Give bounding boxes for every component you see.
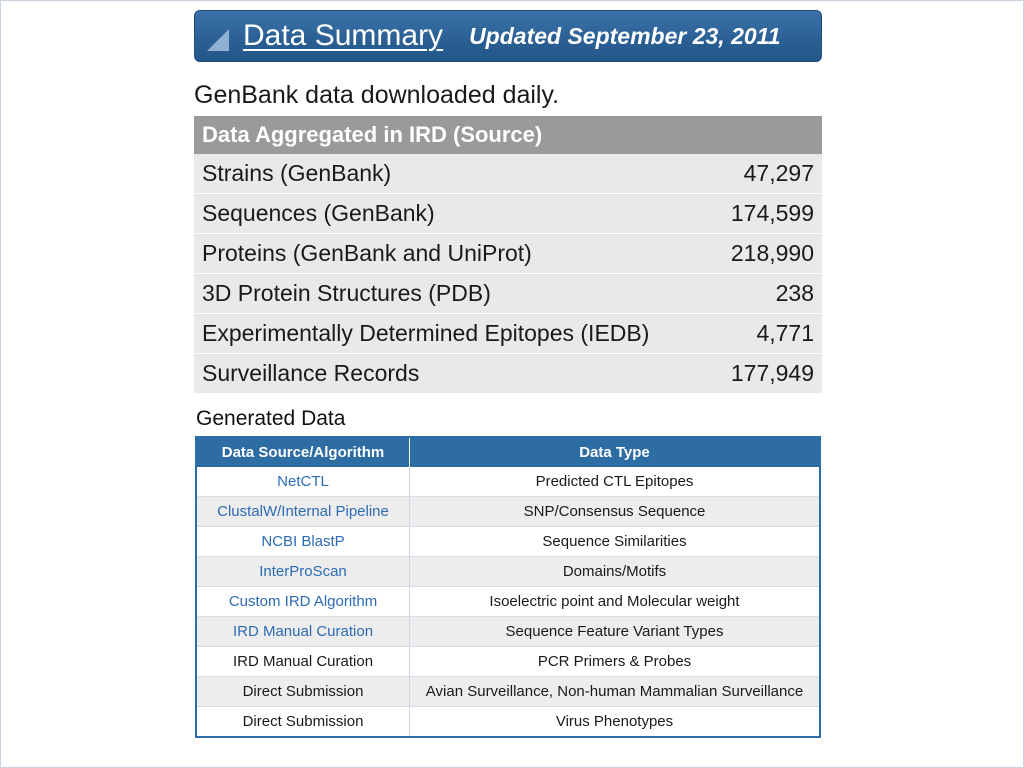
source-link[interactable]: ClustalW/Internal Pipeline bbox=[217, 503, 389, 520]
table-row bbox=[196, 467, 820, 497]
table-row bbox=[196, 527, 820, 557]
table-row bbox=[196, 677, 820, 707]
source-link[interactable]: NCBI BlastP bbox=[261, 533, 345, 550]
data-type-cell: Predicted CTL Epitopes bbox=[410, 467, 821, 497]
updated-date: Updated September 23, 2011 bbox=[469, 22, 781, 49]
aggregated-data-table bbox=[194, 116, 822, 394]
source-cell bbox=[196, 617, 410, 647]
source-text: Direct Submission bbox=[242, 713, 364, 730]
source-cell bbox=[196, 497, 410, 527]
aggregate-label: Sequences (GenBank) bbox=[194, 194, 711, 234]
table-row bbox=[196, 617, 820, 647]
source-cell bbox=[196, 707, 410, 738]
source-cell bbox=[196, 557, 410, 587]
column-header-type: Data Type bbox=[410, 437, 821, 467]
download-note: GenBank data downloaded daily. bbox=[194, 81, 560, 109]
table-row bbox=[194, 194, 822, 234]
aggregate-label: Proteins (GenBank and UniProt) bbox=[194, 234, 711, 274]
table-row bbox=[194, 234, 822, 274]
table-row bbox=[194, 314, 822, 354]
data-type-cell: SNP/Consensus Sequence bbox=[410, 497, 821, 527]
aggregate-label: Strains (GenBank) bbox=[194, 154, 711, 194]
source-cell bbox=[196, 467, 410, 497]
data-type-cell: Domains/Motifs bbox=[410, 557, 821, 587]
source-cell bbox=[196, 527, 410, 557]
aggregated-header-row bbox=[194, 116, 822, 154]
source-link[interactable]: NetCTL bbox=[277, 473, 329, 490]
data-type-cell: Sequence Feature Variant Types bbox=[410, 617, 821, 647]
aggregate-value: 238 bbox=[711, 274, 822, 314]
table-row bbox=[196, 587, 820, 617]
data-type-cell: Avian Surveillance, Non-human Mammalian Surveillance bbox=[410, 677, 821, 707]
aggregate-label: Surveillance Records bbox=[194, 354, 711, 394]
collapse-triangle-icon[interactable] bbox=[207, 29, 229, 51]
source-link[interactable]: IRD Manual Curation bbox=[232, 623, 374, 640]
table-row bbox=[194, 354, 822, 394]
table-row bbox=[196, 557, 820, 587]
table-row bbox=[194, 154, 822, 194]
column-header-source: Data Source/Algorithm bbox=[196, 437, 410, 467]
data-type-cell: PCR Primers & Probes bbox=[410, 647, 821, 677]
data-type-cell: Isoelectric point and Molecular weight bbox=[410, 587, 821, 617]
source-text: IRD Manual Curation bbox=[232, 653, 374, 670]
title-bar bbox=[194, 10, 822, 62]
data-summary-panel bbox=[194, 10, 822, 738]
table-row bbox=[196, 707, 820, 738]
source-link[interactable]: Custom IRD Algorithm bbox=[228, 593, 378, 610]
source-cell bbox=[196, 677, 410, 707]
source-text: Direct Submission bbox=[242, 683, 364, 700]
generated-data-table bbox=[195, 436, 821, 738]
table-row bbox=[194, 274, 822, 314]
generated-data-title: Generated Data bbox=[196, 407, 346, 430]
data-summary-title-link[interactable]: Data Summary bbox=[243, 19, 444, 52]
source-link[interactable]: InterProScan bbox=[259, 563, 347, 580]
table-row bbox=[196, 497, 820, 527]
aggregate-value: 177,949 bbox=[711, 354, 822, 394]
aggregated-heading: Data Aggregated in IRD (Source) bbox=[194, 116, 822, 154]
source-cell bbox=[196, 647, 410, 677]
generated-rows bbox=[196, 467, 820, 737]
aggregate-value: 47,297 bbox=[711, 154, 822, 194]
data-type-cell: Sequence Similarities bbox=[410, 527, 821, 557]
source-cell bbox=[196, 587, 410, 617]
aggregate-value: 174,599 bbox=[711, 194, 822, 234]
table-row bbox=[196, 647, 820, 677]
aggregate-label: Experimentally Determined Epitopes (IEDB) bbox=[194, 314, 711, 354]
aggregate-value: 218,990 bbox=[711, 234, 822, 274]
data-type-cell: Virus Phenotypes bbox=[410, 707, 821, 738]
aggregate-value: 4,771 bbox=[711, 314, 822, 354]
aggregate-label: 3D Protein Structures (PDB) bbox=[194, 274, 711, 314]
generated-header-row bbox=[196, 437, 820, 467]
